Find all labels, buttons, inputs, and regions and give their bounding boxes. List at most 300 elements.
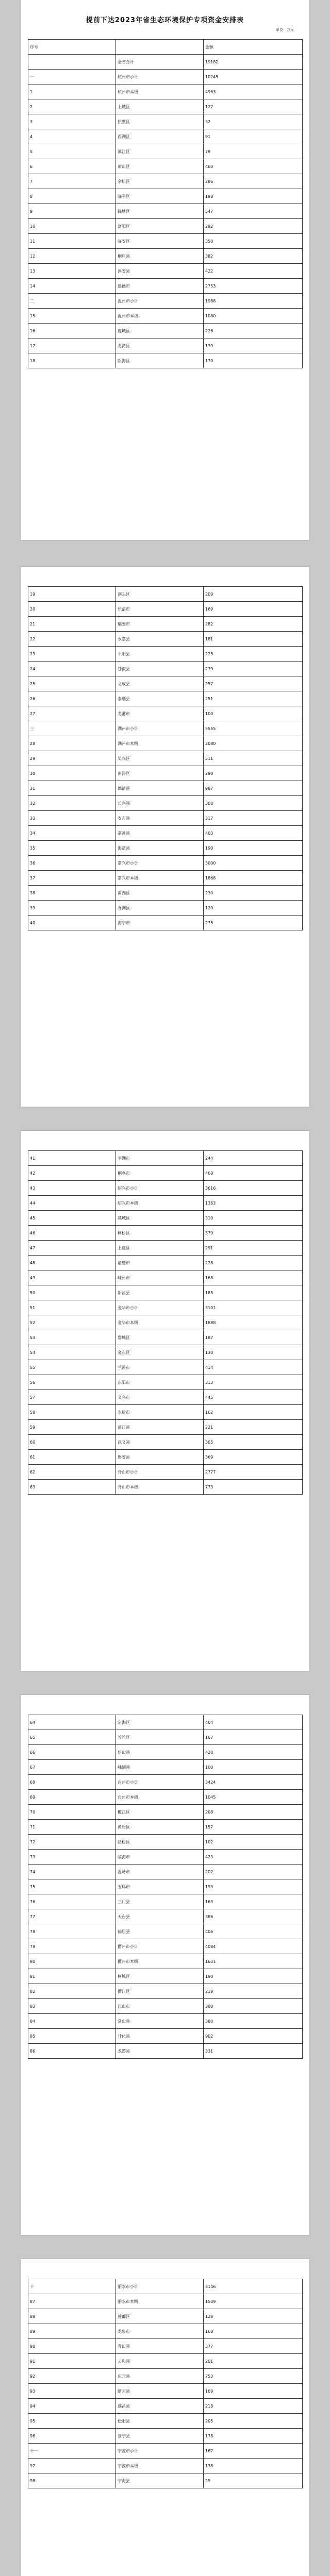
- cell-amount: 379: [204, 1226, 303, 1241]
- cell-seq: 97: [28, 2459, 116, 2473]
- table-row: [28, 324, 303, 338]
- page-3: [21, 1131, 309, 1671]
- cell-region: 嘉兴市小计: [116, 856, 204, 871]
- table-row: [28, 1300, 303, 1315]
- cell-seq: 6: [28, 159, 116, 174]
- table-row: [28, 1954, 303, 1969]
- table-row: [28, 2309, 303, 2324]
- cell-amount: 292: [204, 219, 303, 234]
- cell-seq: 55: [28, 1360, 116, 1375]
- cell-seq: 62: [28, 1465, 116, 1480]
- cell-seq: 42: [28, 1166, 116, 1181]
- cell-seq: 65: [28, 1730, 116, 1745]
- cell-amount: 169: [204, 2384, 303, 2399]
- cell-amount: 291: [204, 1241, 303, 1256]
- header-seq: 序号: [28, 40, 116, 55]
- cell-seq: 67: [28, 1760, 116, 1775]
- cell-amount: 218: [204, 2399, 303, 2414]
- cell-seq: 29: [28, 751, 116, 766]
- table-row: [28, 1969, 303, 1984]
- cell-seq: 10: [28, 219, 116, 234]
- cell-seq: 25: [28, 676, 116, 691]
- cell-seq: 21: [28, 617, 116, 632]
- cell-seq: 39: [28, 901, 116, 916]
- cell-seq: 92: [28, 2369, 116, 2384]
- cell-seq: 74: [28, 1865, 116, 1879]
- cell-region: 普陀区: [116, 1730, 204, 1745]
- table-row: [28, 1420, 303, 1435]
- cell-region: 平阳县: [116, 647, 204, 662]
- table-body: [28, 587, 303, 930]
- table-row: [28, 1345, 303, 1360]
- cell-region: 全省合计: [116, 55, 204, 70]
- cell-seq: 72: [28, 1835, 116, 1850]
- table-row: [28, 1390, 303, 1405]
- cell-amount: 468: [204, 1166, 303, 1181]
- cell-seq: 37: [28, 871, 116, 886]
- cell-amount: 19182: [204, 55, 303, 70]
- cell-seq: 44: [28, 1196, 116, 1211]
- cell-region: 洞头区: [116, 587, 204, 602]
- cell-region: 泰顺县: [116, 691, 204, 706]
- cell-amount: 225: [204, 647, 303, 662]
- table-row: [28, 662, 303, 676]
- table-row: [28, 189, 303, 204]
- cell-region: 海盐县: [116, 841, 204, 856]
- table-row: [28, 721, 303, 736]
- cell-region: 柯城区: [116, 1969, 204, 1984]
- cell-seq: 80: [28, 1954, 116, 1969]
- cell-amount: 202: [204, 1865, 303, 1879]
- cell-region: 温岭市: [116, 1865, 204, 1879]
- cell-amount: 190: [204, 1969, 303, 1984]
- table-row: [28, 691, 303, 706]
- cell-region: 丽水市小计: [116, 2279, 204, 2294]
- cell-region: 台州市本级: [116, 1790, 204, 1805]
- cell-seq: 94: [28, 2399, 116, 2414]
- table-row: [28, 2369, 303, 2384]
- cell-amount: 10245: [204, 70, 303, 84]
- funding-table: [28, 586, 303, 930]
- cell-seq: 86: [28, 2044, 116, 2059]
- cell-amount: 170: [204, 353, 303, 368]
- cell-region: 杭州市小计: [116, 70, 204, 84]
- cell-amount: 178: [204, 2429, 303, 2444]
- table-row: [28, 1181, 303, 1196]
- cell-region: 嵊州市: [116, 1270, 204, 1285]
- page-5: [21, 2259, 309, 2576]
- cell-amount: 317: [204, 811, 303, 826]
- cell-amount: 157: [204, 1820, 303, 1835]
- table-row: [28, 2029, 303, 2044]
- cell-amount: 209: [204, 587, 303, 602]
- cell-region: 遂昌县: [116, 2399, 204, 2414]
- cell-region: 龙港市: [116, 706, 204, 721]
- table-row: [28, 174, 303, 189]
- cell-seq: 61: [28, 1450, 116, 1465]
- table-row: [28, 2354, 303, 2369]
- cell-amount: 219: [204, 1984, 303, 1999]
- cell-seq: 84: [28, 2014, 116, 2029]
- cell-region: 西湖区: [116, 129, 204, 144]
- table-row: [28, 1894, 303, 1909]
- cell-amount: 230: [204, 886, 303, 901]
- cell-amount: 228: [204, 1256, 303, 1270]
- cell-region: 莲都区: [116, 2309, 204, 2324]
- cell-amount: 4963: [204, 84, 303, 99]
- table-row: [28, 2473, 303, 2488]
- cell-region: 缙云县: [116, 2384, 204, 2399]
- cell-seq: 40: [28, 916, 116, 930]
- cell-seq: 57: [28, 1390, 116, 1405]
- cell-region: 松阳县: [116, 2414, 204, 2429]
- cell-amount: 547: [204, 204, 303, 219]
- cell-seq: 1: [28, 84, 116, 99]
- table-row: [28, 1480, 303, 1495]
- cell-seq: 63: [28, 1480, 116, 1495]
- cell-amount: 310: [204, 1211, 303, 1226]
- cell-amount: 1631: [204, 1954, 303, 1969]
- table-body: [28, 2279, 303, 2488]
- table-row: [28, 2339, 303, 2354]
- table-row: [28, 676, 303, 691]
- cell-amount: 1509: [204, 2294, 303, 2309]
- table-row: [28, 1285, 303, 1300]
- cell-amount: 163: [204, 1894, 303, 1909]
- cell-amount: 120: [204, 901, 303, 916]
- cell-region: 桐庐县: [116, 249, 204, 264]
- cell-amount: 162: [204, 1405, 303, 1420]
- cell-seq: 89: [28, 2324, 116, 2339]
- cell-amount: 1868: [204, 871, 303, 886]
- cell-amount: 423: [204, 1850, 303, 1865]
- cell-seq: 73: [28, 1850, 116, 1865]
- header-amount: 金额: [204, 40, 303, 55]
- cell-seq: 69: [28, 1790, 116, 1805]
- table-row: [28, 1835, 303, 1850]
- cell-seq: 28: [28, 736, 116, 751]
- cell-region: 仙居县: [116, 1924, 204, 1939]
- cell-seq: 十一: [28, 2444, 116, 2459]
- cell-region: 宁海县: [116, 2473, 204, 2488]
- funding-table: [28, 1150, 303, 1495]
- cell-amount: 369: [204, 1450, 303, 1465]
- table-row: [28, 1330, 303, 1345]
- cell-seq: 76: [28, 1894, 116, 1909]
- cell-amount: 128: [204, 2309, 303, 2324]
- cell-seq: 36: [28, 856, 116, 871]
- cell-region: 青田县: [116, 2339, 204, 2354]
- cell-region: 义乌市: [116, 1390, 204, 1405]
- cell-amount: 257: [204, 676, 303, 691]
- cell-region: 椒江区: [116, 1805, 204, 1820]
- table-row: [28, 751, 303, 766]
- table-row: [28, 338, 303, 353]
- cell-region: 舟山市小计: [116, 1465, 204, 1480]
- cell-amount: 331: [204, 2044, 303, 2059]
- cell-seq: 13: [28, 264, 116, 279]
- table-row: [28, 1865, 303, 1879]
- cell-seq: 15: [28, 309, 116, 324]
- cell-seq: 2: [28, 99, 116, 114]
- table-row: [28, 1405, 303, 1420]
- cell-seq: 70: [28, 1805, 116, 1820]
- table-row: [28, 129, 303, 144]
- table-row: [28, 1196, 303, 1211]
- cell-seq: 35: [28, 841, 116, 856]
- table-row: [28, 353, 303, 368]
- cell-region: 绍兴市小计: [116, 1181, 204, 1196]
- cell-seq: 83: [28, 1999, 116, 2014]
- cell-seq: 48: [28, 1256, 116, 1270]
- cell-region: 常山县: [116, 2014, 204, 2029]
- cell-region: 磐安县: [116, 1450, 204, 1465]
- cell-seq: 30: [28, 766, 116, 781]
- cell-region: 永嘉县: [116, 632, 204, 647]
- cell-amount: 460: [204, 159, 303, 174]
- cell-region: 黄岩区: [116, 1820, 204, 1835]
- cell-seq: 82: [28, 1984, 116, 1999]
- table-row: [28, 632, 303, 647]
- table-row: [28, 1715, 303, 1730]
- cell-seq: 8: [28, 189, 116, 204]
- cell-region: 新昌县: [116, 1285, 204, 1300]
- table-row: [28, 114, 303, 129]
- table-row: [28, 84, 303, 99]
- cell-seq: 26: [28, 691, 116, 706]
- cell-region: 浦江县: [116, 1420, 204, 1435]
- table-row: [28, 826, 303, 841]
- cell-region: 淳安县: [116, 264, 204, 279]
- cell-amount: 221: [204, 1420, 303, 1435]
- cell-seq: 64: [28, 1715, 116, 1730]
- page-4: [21, 1695, 309, 2235]
- cell-amount: 422: [204, 264, 303, 279]
- cell-seq: 12: [28, 249, 116, 264]
- cell-region: 长兴县: [116, 796, 204, 811]
- cell-seq: 68: [28, 1775, 116, 1790]
- table-row: [28, 647, 303, 662]
- table-row: [28, 841, 303, 856]
- table-row: [28, 781, 303, 796]
- table-row: [28, 2429, 303, 2444]
- cell-region: 兰溪市: [116, 1360, 204, 1375]
- cell-region: 柯桥区: [116, 1226, 204, 1241]
- cell-amount: 2753: [204, 279, 303, 294]
- cell-seq: 43: [28, 1181, 116, 1196]
- cell-region: 岱山县: [116, 1745, 204, 1760]
- cell-seq: 一: [28, 70, 116, 84]
- table-row: [28, 1745, 303, 1760]
- cell-seq: 78: [28, 1924, 116, 1939]
- table-row: [28, 2324, 303, 2339]
- cell-amount: 3000: [204, 856, 303, 871]
- cell-amount: 2080: [204, 736, 303, 751]
- cell-amount: 138: [204, 2459, 303, 2473]
- table-row: [28, 796, 303, 811]
- table-row: [28, 1241, 303, 1256]
- cell-amount: 198: [204, 189, 303, 204]
- cell-amount: 275: [204, 916, 303, 930]
- cell-amount: 193: [204, 1879, 303, 1894]
- funding-table: [28, 39, 303, 368]
- cell-amount: 1888: [204, 1315, 303, 1330]
- cell-seq: 58: [28, 1405, 116, 1420]
- table-row: [28, 234, 303, 249]
- cell-region: 临安区: [116, 234, 204, 249]
- cell-seq: 5: [28, 144, 116, 159]
- table-row: [28, 2399, 303, 2414]
- table-row: [28, 856, 303, 871]
- table-body: [28, 1151, 303, 1495]
- cell-region: 南浔区: [116, 766, 204, 781]
- cell-region: 萧山区: [116, 159, 204, 174]
- table-row: [28, 1211, 303, 1226]
- cell-seq: 85: [28, 2029, 116, 2044]
- cell-amount: 2777: [204, 1465, 303, 1480]
- cell-region: 越城区: [116, 1211, 204, 1226]
- cell-seq: 18: [28, 353, 116, 368]
- cell-region: 衢州市本级: [116, 1954, 204, 1969]
- cell-amount: 181: [204, 632, 303, 647]
- cell-region: 金东区: [116, 1345, 204, 1360]
- table-row: [28, 1465, 303, 1480]
- cell-region: 余杭区: [116, 174, 204, 189]
- cell-region: 开化县: [116, 2029, 204, 2044]
- cell-amount: 168: [204, 2324, 303, 2339]
- cell-region: 吴兴区: [116, 751, 204, 766]
- cell-seq: 77: [28, 1909, 116, 1924]
- cell-region: 武义县: [116, 1435, 204, 1450]
- cell-region: 嘉善县: [116, 826, 204, 841]
- cell-seq: 95: [28, 2414, 116, 2429]
- table-row: [28, 2014, 303, 2029]
- cell-amount: 187: [204, 1330, 303, 1345]
- table-row: [28, 2444, 303, 2459]
- table-header-row: [28, 40, 303, 55]
- table-row: [28, 1760, 303, 1775]
- cell-region: 湖州市小计: [116, 721, 204, 736]
- cell-seq: 33: [28, 811, 116, 826]
- cell-amount: 305: [204, 1435, 303, 1450]
- cell-region: 桐乡市: [116, 1166, 204, 1181]
- cell-amount: 185: [204, 1285, 303, 1300]
- cell-seq: 90: [28, 2339, 116, 2354]
- document-title: 提前下达2023年省生态环境保护专项资金安排表: [86, 16, 244, 24]
- cell-amount: 1080: [204, 309, 303, 324]
- cell-region: 衢州市小计: [116, 1939, 204, 1954]
- cell-amount: 753: [204, 2369, 303, 2384]
- cell-amount: 902: [204, 2029, 303, 2044]
- cell-seq: 34: [28, 826, 116, 841]
- cell-seq: 14: [28, 279, 116, 294]
- cell-amount: 169: [204, 602, 303, 617]
- table-row: [28, 1375, 303, 1390]
- cell-seq: 46: [28, 1226, 116, 1241]
- table-row: [28, 70, 303, 84]
- cell-amount: 139: [204, 338, 303, 353]
- cell-seq: 31: [28, 781, 116, 796]
- table-row: [28, 1315, 303, 1330]
- cell-seq: 52: [28, 1315, 116, 1330]
- cell-seq: 17: [28, 338, 116, 353]
- cell-seq: 20: [28, 602, 116, 617]
- cell-seq: 93: [28, 2384, 116, 2399]
- cell-amount: 511: [204, 751, 303, 766]
- cell-seq: 81: [28, 1969, 116, 1984]
- cell-amount: 386: [204, 1909, 303, 1924]
- cell-amount: 290: [204, 766, 303, 781]
- cell-amount: 32: [204, 114, 303, 129]
- cell-region: 定海区: [116, 1715, 204, 1730]
- table-row: [28, 1820, 303, 1835]
- table-row: [28, 1924, 303, 1939]
- cell-amount: 404: [204, 1715, 303, 1730]
- table-row: [28, 2384, 303, 2399]
- cell-region: 天台县: [116, 1909, 204, 1924]
- cell-amount: 380: [204, 1999, 303, 2014]
- cell-seq: 22: [28, 632, 116, 647]
- table-row: [28, 1730, 303, 1745]
- cell-amount: 414: [204, 1360, 303, 1375]
- table-row: [28, 204, 303, 219]
- table-row: [28, 1790, 303, 1805]
- cell-region: 温州市本级: [116, 309, 204, 324]
- cell-seq: 十: [28, 2279, 116, 2294]
- cell-region: 龙泉市: [116, 2324, 204, 2339]
- cell-seq: 59: [28, 1420, 116, 1435]
- cell-region: 婺城区: [116, 1330, 204, 1345]
- cell-seq: 32: [28, 796, 116, 811]
- table-row: [28, 279, 303, 294]
- table-row: [28, 99, 303, 114]
- cell-amount: 208: [204, 1805, 303, 1820]
- cell-seq: 23: [28, 647, 116, 662]
- cell-seq: 98: [28, 2473, 116, 2488]
- funding-table: [28, 2279, 303, 2488]
- table-row: [28, 2414, 303, 2429]
- table-row: [28, 901, 303, 916]
- cell-region: 拱墅区: [116, 114, 204, 129]
- table-row: [28, 219, 303, 234]
- cell-region: 丽水市本级: [116, 2294, 204, 2309]
- cell-amount: 130: [204, 1345, 303, 1360]
- cell-amount: 3616: [204, 1181, 303, 1196]
- cell-amount: 167: [204, 1730, 303, 1745]
- table-row: [28, 144, 303, 159]
- cell-seq: 96: [28, 2429, 116, 2444]
- cell-region: 杭州市本级: [116, 84, 204, 99]
- cell-region: 安吉县: [116, 811, 204, 826]
- cell-amount: 403: [204, 826, 303, 841]
- cell-amount: 4084: [204, 1939, 303, 1954]
- cell-seq: 49: [28, 1270, 116, 1285]
- table-row: [28, 1256, 303, 1270]
- cell-region: 瓯海区: [116, 353, 204, 368]
- page-2: [21, 567, 309, 1107]
- cell-seq: 71: [28, 1820, 116, 1835]
- cell-region: 文成县: [116, 676, 204, 691]
- table-row: [28, 1909, 303, 1924]
- cell-region: 江山市: [116, 1999, 204, 2014]
- table-row: [28, 1270, 303, 1285]
- cell-seq: 38: [28, 886, 116, 901]
- unit-label: 单位：万元: [276, 28, 294, 32]
- cell-region: 嘉兴市本级: [116, 871, 204, 886]
- cell-amount: 244: [204, 1151, 303, 1166]
- cell-seq: 66: [28, 1745, 116, 1760]
- cell-amount: 205: [204, 2414, 303, 2429]
